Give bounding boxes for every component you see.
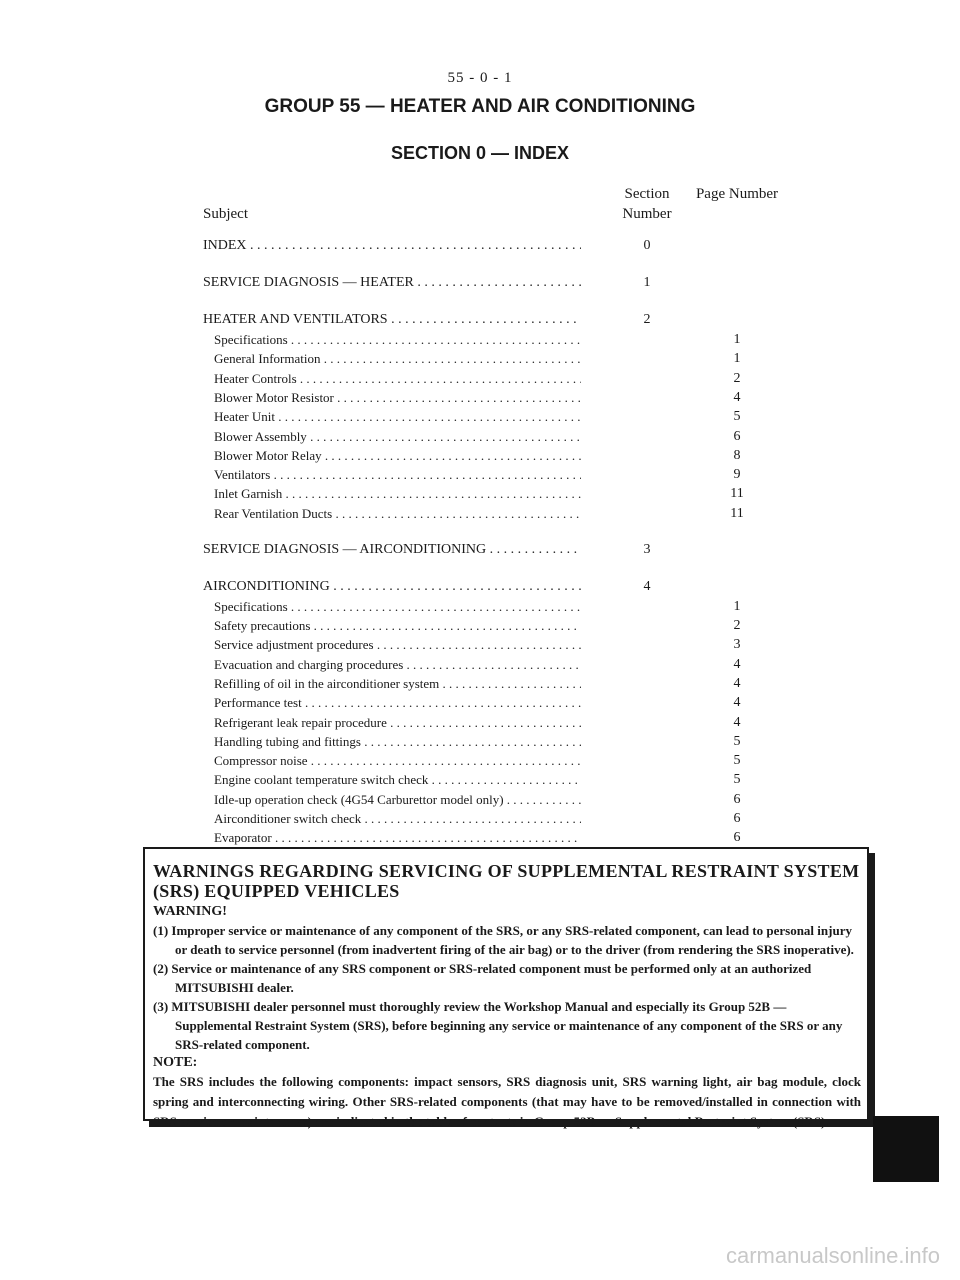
warning-title: WARNINGS REGARDING SERVICING OF SUPPLEMENTAL RESTRAINT SYSTEM (SRS) EQUIPPED VEHICLES [153, 861, 860, 901]
section-title: SECTION 0 — INDEX [390, 143, 570, 163]
index-row [0, 674, 960, 693]
index-row [0, 790, 960, 809]
index-row [0, 484, 960, 503]
index-row [0, 713, 960, 732]
group-title: GROUP 55 — HEATER AND AIR CONDITIONING [264, 96, 696, 117]
index-row [0, 828, 960, 847]
index-row [0, 770, 960, 789]
index-row [0, 310, 960, 329]
index-row-subject: Heater Controls . . . [214, 369, 581, 388]
black-edge-tab [873, 1116, 939, 1182]
index-row-section: 4 [643, 578, 651, 594]
index-row [0, 407, 960, 426]
index-row-page: 5 [733, 753, 741, 769]
index-row [0, 446, 960, 465]
srs-warning-box [143, 847, 869, 1129]
index-row-subject: Evacuation and charging procedures . . . [214, 655, 581, 674]
index-row-page: 5 [733, 733, 741, 749]
index-row-page: 4 [733, 656, 741, 672]
index-row-subject: Compressor noise . . . [214, 751, 581, 770]
index-row-page: 4 [733, 695, 741, 711]
index-row [0, 349, 960, 368]
index-row-page: 6 [733, 428, 741, 444]
index-row-subject: SERVICE DIAGNOSIS — AIRCONDITIONING . . . [203, 540, 581, 559]
index-row-subject: SERVICE DIAGNOSIS — HEATER . . . [203, 273, 581, 292]
index-row [0, 597, 960, 616]
index-row-page: 2 [733, 370, 741, 386]
index-row-page: 11 [730, 505, 744, 521]
index-row-subject: Heater Unit . . . [214, 407, 581, 426]
index-row [0, 504, 960, 523]
index-row [0, 693, 960, 712]
index-row [0, 273, 960, 292]
index-row [0, 577, 960, 596]
index-row-page: 5 [733, 409, 741, 425]
index-row [0, 540, 960, 559]
index-row-page: 3 [733, 637, 741, 653]
index-row-page: 1 [733, 332, 741, 347]
index-row-subject: Blower Motor Relay . . . [214, 446, 581, 465]
index-row-page: 6 [733, 811, 741, 826]
index-row-page: 4 [733, 389, 741, 405]
index-row-subject: Refilling of oil in the airconditioner system . . . [214, 674, 581, 693]
index-row-subject: HEATER AND VENTILATORS . . . [203, 310, 581, 329]
index-row-subject: Blower Motor Resistor . . . [214, 388, 581, 407]
index-row-subject: Safety precautions . . . [214, 616, 581, 635]
index-row [0, 330, 960, 349]
index-row-page: 5 [733, 772, 741, 788]
warning-item: (2) Service or maintenance of any SRS component or SRS-related component must be performed only at an authorized MITSUBISHI dealer. [153, 961, 812, 995]
index-row [0, 751, 960, 770]
index-row-subject: General Information . . . [214, 349, 581, 368]
column-header-page: Page Number [695, 186, 779, 202]
index-row-subject: Rear Ventilation Ducts . . . [214, 504, 581, 523]
index-row-page: 1 [733, 351, 741, 367]
index-row-subject: Handling tubing and fittings . . . [214, 732, 581, 751]
index-row [0, 616, 960, 635]
warning-item: (3) MITSUBISHI dealer personnel must thoroughly review the Workshop Manual and especially its Group 52B — Supplemental Restraint System (SRS), before beginning any service or maintenance of any component of the SRS or any SRS-related component. [153, 999, 843, 1052]
index-row-subject: AIRCONDITIONING . . . [203, 577, 581, 596]
note-text: The SRS includes the following components: impact sensors, SRS diagnosis unit, SRS warning light, air bag module, clock spring and interconnecting wiring. Other SRS-related components (that may have to be removed/installed in connection with SRS service or maintenance) are indicated in the table of contents in Group 52B — Supplemental Restraint System (SRS). [153, 1074, 861, 1129]
index-row-subject: Blower Assembly . . . [214, 427, 581, 446]
index-row [0, 427, 960, 446]
warning-item: (1) Improper service or maintenance of any component of the SRS, or any SRS-related component, can lead to personal injury or death to service personnel (from inadvertent firing of the air bag) or to the driver (from rendering the SRS inoperative). [153, 923, 854, 957]
index-row-section: 2 [643, 312, 651, 327]
index-row-section: 3 [643, 541, 651, 557]
column-header-section: Section Number [622, 186, 672, 222]
index-row [0, 388, 960, 407]
index-row-subject: Performance test . . . [214, 693, 581, 712]
index-row-subject: INDEX . . . [203, 236, 581, 255]
index-row-subject: Service adjustment procedures . . . [214, 635, 581, 654]
index-row [0, 369, 960, 388]
index-row-subject: Evaporator . . . [214, 828, 581, 847]
index-row-subject: Idle-up operation check (4G54 Carburettor model only) . . . [214, 790, 581, 809]
index-row-subject: Ventilators . . . [214, 465, 581, 484]
index-row-page: 6 [733, 791, 741, 807]
index-row-section: 1 [643, 275, 651, 290]
index-row-page: 1 [733, 598, 741, 614]
warning-label: WARNING! [153, 904, 227, 919]
index-row-page: 6 [733, 830, 741, 846]
index-row-page: 8 [733, 447, 741, 463]
index-row-page: 2 [733, 618, 741, 633]
index-row-subject: Specifications . . . [214, 330, 581, 349]
index-row [0, 732, 960, 751]
index-row [0, 809, 960, 828]
page-number: 55 - 0 - 1 [447, 70, 513, 86]
index-row-page: 9 [733, 467, 741, 483]
index-row-subject: Inlet Garnish . . . [214, 484, 581, 503]
index-row-page: 4 [733, 714, 741, 730]
index-row-subject: Engine coolant temperature switch check . . . [214, 770, 581, 789]
index-row-subject: Specifications . . . [214, 597, 581, 616]
index-row-section: 0 [643, 238, 651, 253]
watermark: carmanualsonline.info [725, 1243, 940, 1268]
index-row-subject: Refrigerant leak repair procedure . . . [214, 713, 581, 732]
index-row-page: 11 [730, 486, 744, 502]
index-row [0, 635, 960, 654]
index-row-page: 4 [733, 675, 741, 691]
index-row [0, 465, 960, 484]
index-row [0, 655, 960, 674]
index-row [0, 236, 960, 255]
column-header-subject: Subject [203, 206, 248, 222]
index-row-subject: Airconditioner switch check . . . [214, 809, 581, 828]
note-label: NOTE: [153, 1055, 198, 1070]
